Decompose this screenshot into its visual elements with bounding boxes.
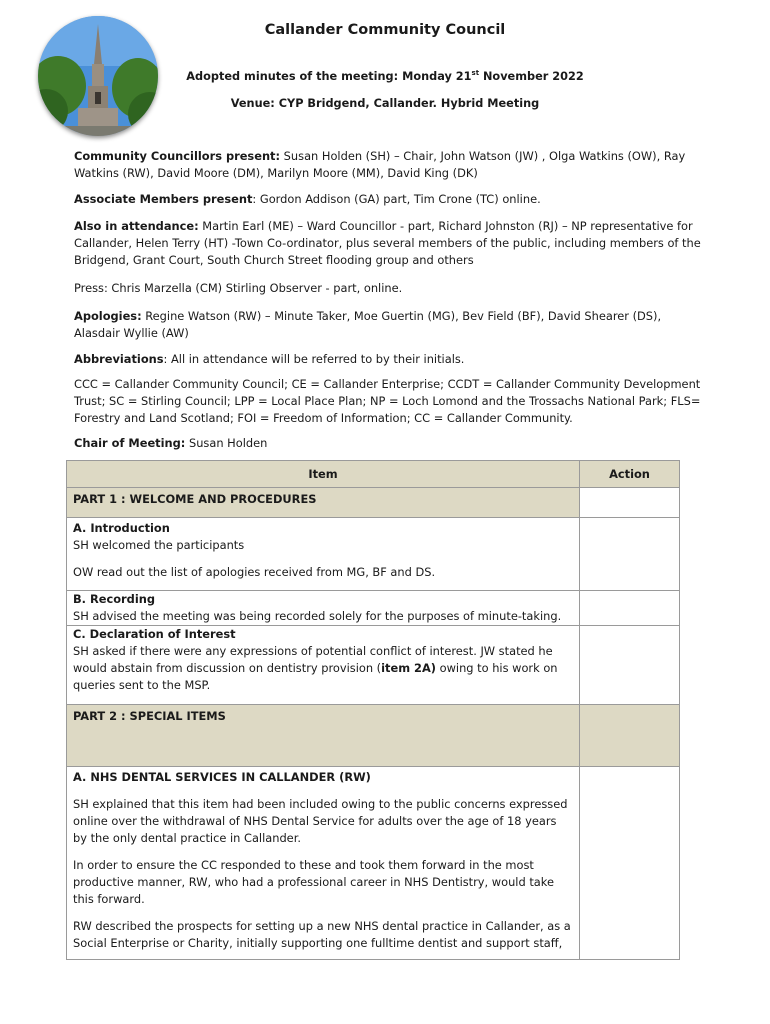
declaration-heading xyxy=(73,626,573,643)
table-row xyxy=(67,591,680,626)
councillors-label: Community Councillors present: xyxy=(74,149,281,163)
abbreviations-text: : All in attendance will be referred to by their initials. xyxy=(163,352,465,366)
action-cell xyxy=(580,705,680,767)
declaration-p1-text-end: owing to his work on queries sent to the MSP. xyxy=(73,661,558,692)
meeting-venue: Venue: CYP Bridgend, Callander. Hybrid Meeting xyxy=(230,97,540,110)
declaration-heading-text: C. Declaration of Interest xyxy=(73,627,236,641)
recording-heading-text: B. Recording xyxy=(73,592,155,606)
nhs-dental-cell xyxy=(67,767,580,960)
chair-of-meeting xyxy=(74,435,702,452)
part1-heading xyxy=(67,488,580,518)
associates-label: Associate Members present xyxy=(74,192,253,206)
table-row xyxy=(67,518,680,591)
table-header-row xyxy=(67,461,680,488)
also-in-attendance xyxy=(74,218,702,269)
action-cell xyxy=(580,591,680,626)
abbreviations-label: Abbreviations xyxy=(74,352,164,366)
action-cell xyxy=(580,518,680,591)
part2-label: PART 2 : SPECIAL ITEMS xyxy=(73,709,226,723)
abbreviations-list: CCC = Callander Community Council; CE = Callander Enterprise; CCDT = Callander Community Development Trust; SC = Stirling Council; LPP = Local Place Plan; NP = Loch Lomond and the Trossachs National Park; FLS= Forestry and Land Scotland; FOI = Freedom of Information; CC = Callander Community. xyxy=(74,377,701,425)
declaration-p1-text: SH asked if there were any expressions of potential conflict of interest. JW stated he would abstain from discussion on dentistry provision ( xyxy=(73,644,553,675)
recording-p1: SH advised the meeting was being recorded solely for the purposes of minute-taking. xyxy=(73,609,562,623)
also-label: Also in attendance: xyxy=(74,219,199,233)
col-item-header: Item xyxy=(67,461,580,488)
introduction-heading-text: A. Introduction xyxy=(73,521,170,535)
table-row xyxy=(67,705,680,767)
apologies xyxy=(74,308,702,342)
apologies-text: Regine Watson (RW) – Minute Taker, Moe Guertin (MG), Bev Field (BF), David Shearer (DS), Alasdair Wyllie (AW) xyxy=(74,309,662,340)
nhs-p3: RW described the prospects for setting up a new NHS dental practice in Callander, as a Social Enterprise or Charity, initially supporting one fulltime dentist and support staff, xyxy=(73,919,571,950)
declaration-item-ref: item 2A) xyxy=(381,661,436,675)
minutes-table xyxy=(66,460,680,960)
table-row xyxy=(67,626,680,705)
nhs-heading-text: A. NHS DENTAL SERVICES IN CALLANDER (RW) xyxy=(73,770,371,784)
introduction-p1: SH welcomed the participants xyxy=(73,538,245,552)
meeting-date-ordinal: st xyxy=(471,69,480,77)
recording-cell xyxy=(67,591,580,626)
table-row xyxy=(67,767,680,960)
action-cell xyxy=(580,488,680,518)
action-cell xyxy=(580,626,680,705)
press: Press: Chris Marzella (CM) Stirling Observer - part, online. xyxy=(74,281,403,295)
nhs-p2: In order to ensure the CC responded to these and took them forward in the most productive manner, RW, who had a professional career in NHS Dentistry, would take this forward. xyxy=(73,858,554,906)
councillors-text: Susan Holden (SH) – Chair, John Watson (JW) , Olga Watkins (OW), Ray Watkins (RW), David Moore (DM), Marilyn Moore (MM), David King (DK) xyxy=(74,149,686,180)
declaration-cell xyxy=(67,626,580,705)
also-text: Martin Earl (ME) – Ward Councillor - part, Richard Johnston (RJ) – NP representative for Callander, Helen Terry (HT) -Town Co-ordinator, plus several members of the public, including members of the Bridgend, Grant Court, South Church Street flooding group and others xyxy=(74,219,701,267)
chair-text: Susan Holden xyxy=(185,436,268,450)
declaration-p1 xyxy=(73,643,573,694)
associates-text: : Gordon Addison (GA) part, Tim Crone (TC) online. xyxy=(252,192,541,206)
associates-present xyxy=(74,191,702,208)
col-action-header: Action xyxy=(580,461,680,488)
part2-heading xyxy=(67,705,580,767)
introduction-p2: OW read out the list of apologies received from MG, BF and DS. xyxy=(73,565,436,579)
action-cell xyxy=(580,767,680,960)
introduction-heading xyxy=(73,520,573,537)
meeting-date-suffix: November 2022 xyxy=(479,69,584,83)
nhs-heading xyxy=(73,769,573,786)
nhs-p1: SH explained that this item had been included owing to the public concerns expressed online over the withdrawal of NHS Dental Service for adults over the age of 18 years by the only dental practice in Callander. xyxy=(73,797,568,845)
chair-label: Chair of Meeting: xyxy=(74,436,186,450)
meeting-date xyxy=(0,69,770,83)
part1-label: PART 1 : WELCOME AND PROCEDURES xyxy=(73,492,317,506)
councillors-present xyxy=(74,148,702,182)
introduction-cell xyxy=(67,518,580,591)
abbreviations xyxy=(74,351,702,368)
recording-heading xyxy=(73,591,573,608)
table-row xyxy=(67,488,680,518)
meeting-date-prefix: Adopted minutes of the meeting: Monday 21 xyxy=(186,69,472,83)
page-title: Callander Community Council xyxy=(264,22,506,38)
apologies-label: Apologies: xyxy=(74,309,142,323)
